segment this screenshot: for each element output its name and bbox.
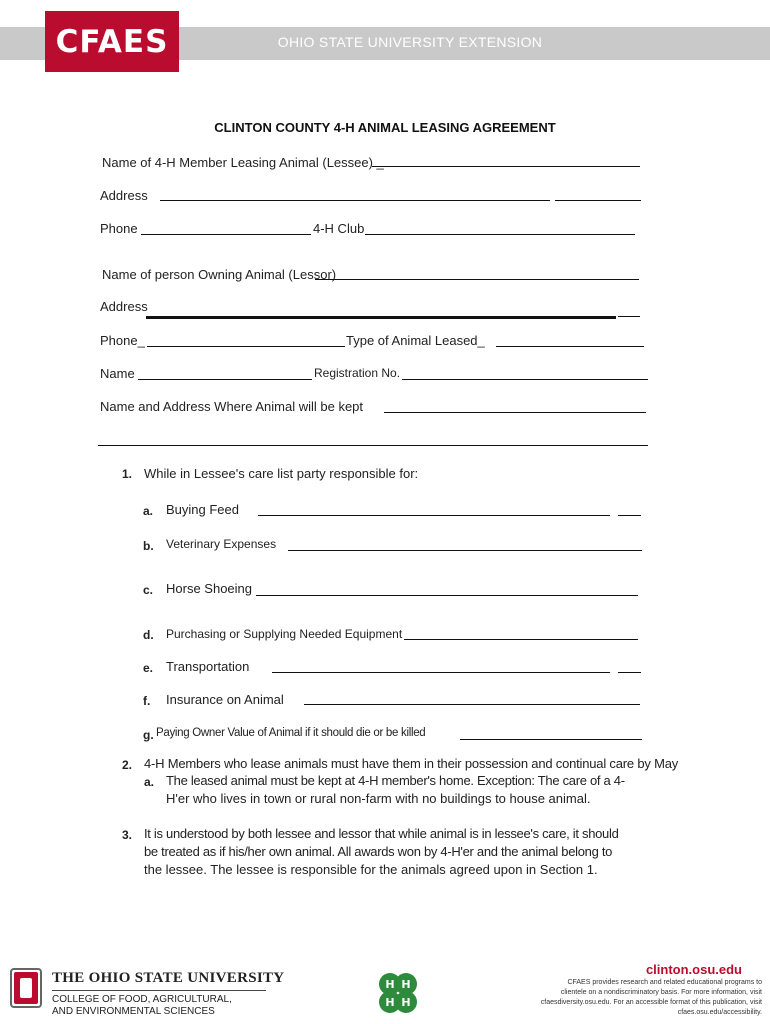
section3-line1: It is understood by both lessee and lessor that while animal is in lessee's care, it should	[144, 826, 619, 841]
section3-text	[144, 825, 664, 879]
kept-field[interactable]	[384, 412, 646, 413]
kept-field-2[interactable]	[98, 445, 648, 446]
phone-label: Phone	[100, 221, 138, 236]
item-d-letter: d.	[143, 628, 154, 642]
item-c-letter: c.	[143, 583, 154, 597]
name-label: Name	[100, 366, 135, 381]
item-a-label: Buying Feed	[166, 502, 239, 517]
section1-text: While in Lessee's care list party responsible for:	[144, 466, 419, 481]
address2-field[interactable]	[146, 316, 616, 319]
item-c-field[interactable]	[256, 595, 638, 596]
address2-label: Address	[100, 299, 148, 314]
item-d-field[interactable]	[404, 639, 638, 640]
section3-number: 3.	[122, 828, 133, 842]
section3-line2: be treated as if his/her own animal. All awards won by 4-H'er and the animal belong to	[144, 844, 613, 859]
college-line2: AND ENVIRONMENTAL SCIENCES	[52, 1006, 215, 1017]
lessee-name-label: Name of 4-H Member Leasing Animal (Lessee) _	[102, 155, 384, 170]
item-b-label: Veterinary Expenses	[166, 537, 277, 551]
section2-sub-line2: H'er who lives in town or rural non-farm with no buildings to house animal.	[166, 791, 591, 806]
university-name: THE OHIO STATE UNIVERSITY	[52, 970, 285, 986]
item-a-letter: a.	[143, 504, 154, 518]
item-e-field-2[interactable]	[618, 672, 641, 673]
svg-text:H: H	[401, 978, 411, 991]
svg-text:H: H	[385, 996, 395, 1009]
address-field[interactable]	[160, 200, 550, 201]
phone2-field[interactable]	[147, 346, 345, 347]
phone2-label: Phone_	[100, 333, 145, 348]
section2-number: 2.	[122, 758, 133, 772]
lessor-name-label: Name of person Owning Animal (Lessor)	[102, 267, 337, 282]
item-e-label: Transportation	[166, 659, 250, 674]
name-field[interactable]	[138, 379, 312, 380]
section2-text: 4-H Members who lease animals must have them in their possession and continual care by May	[144, 756, 679, 771]
animal-type-field[interactable]	[496, 346, 644, 347]
kept-label: Name and Address Where Animal will be kept	[100, 399, 364, 414]
registration-field[interactable]	[402, 379, 648, 380]
college-line1: COLLEGE OF FOOD, AGRICULTURAL,	[52, 994, 232, 1005]
section2-sub-line1: The leased animal must be kept at 4-H member's home. Exception: The care of a 4-	[166, 773, 625, 788]
banner-text: OHIO STATE UNIVERSITY EXTENSION	[277, 34, 543, 50]
footer-divider	[52, 990, 266, 991]
section3-line3: the lessee. The lessee is responsible for the animals agreed upon in Section 1.	[144, 862, 598, 877]
footer-website-link[interactable]: clinton.osu.edu	[645, 962, 742, 977]
item-b-letter: b.	[143, 539, 154, 553]
4h-clover-icon	[372, 968, 424, 1020]
registration-label: Registration No.	[314, 366, 401, 380]
item-f-label: Insurance on Animal	[166, 692, 284, 707]
svg-text:H: H	[401, 996, 411, 1009]
item-e-letter: e.	[143, 661, 154, 675]
item-b-field[interactable]	[288, 550, 642, 551]
item-a-field-2[interactable]	[618, 515, 641, 516]
section1-number: 1.	[122, 467, 133, 481]
club-field[interactable]	[365, 234, 635, 235]
item-g-label: Paying Owner Value of Animal if it should die or be killed	[156, 727, 426, 739]
college-name	[52, 994, 232, 1018]
address-label: Address	[100, 188, 148, 203]
item-d-label: Purchasing or Supplying Needed Equipment	[166, 627, 403, 641]
item-c-label: Horse Shoeing	[166, 581, 252, 596]
osu-block-o-icon	[10, 968, 42, 1008]
item-a-field[interactable]	[258, 515, 610, 516]
lessee-name-field[interactable]	[372, 166, 640, 167]
svg-text:H: H	[385, 978, 395, 991]
animal-type-label: Type of Animal Leased_	[346, 333, 485, 348]
item-g-field[interactable]	[460, 739, 642, 740]
cfaes-logo: CFAES	[45, 11, 179, 72]
address-field-2[interactable]	[555, 200, 641, 201]
address2-field-2[interactable]	[618, 316, 640, 317]
item-f-letter: f.	[143, 694, 151, 708]
page-title: CLINTON COUNTY 4-H ANIMAL LEASING AGREEMENT	[214, 120, 556, 135]
section2-sub-letter: a.	[144, 775, 155, 789]
item-g-letter: g.	[143, 728, 154, 742]
item-f-field[interactable]	[304, 704, 640, 705]
item-e-field[interactable]	[272, 672, 610, 673]
club-label: 4-H Club	[313, 221, 365, 236]
footer-note: CFAES provides research and related educational programs to clientele on a nondiscriminatory basis. For more information, visit cfaesdiversity.osu.edu. For an accessible format of this publication, visit cfaes.osu.edu/accessibility.	[540, 979, 762, 1016]
lessor-name-field[interactable]	[315, 279, 639, 280]
phone-field[interactable]	[141, 234, 311, 235]
